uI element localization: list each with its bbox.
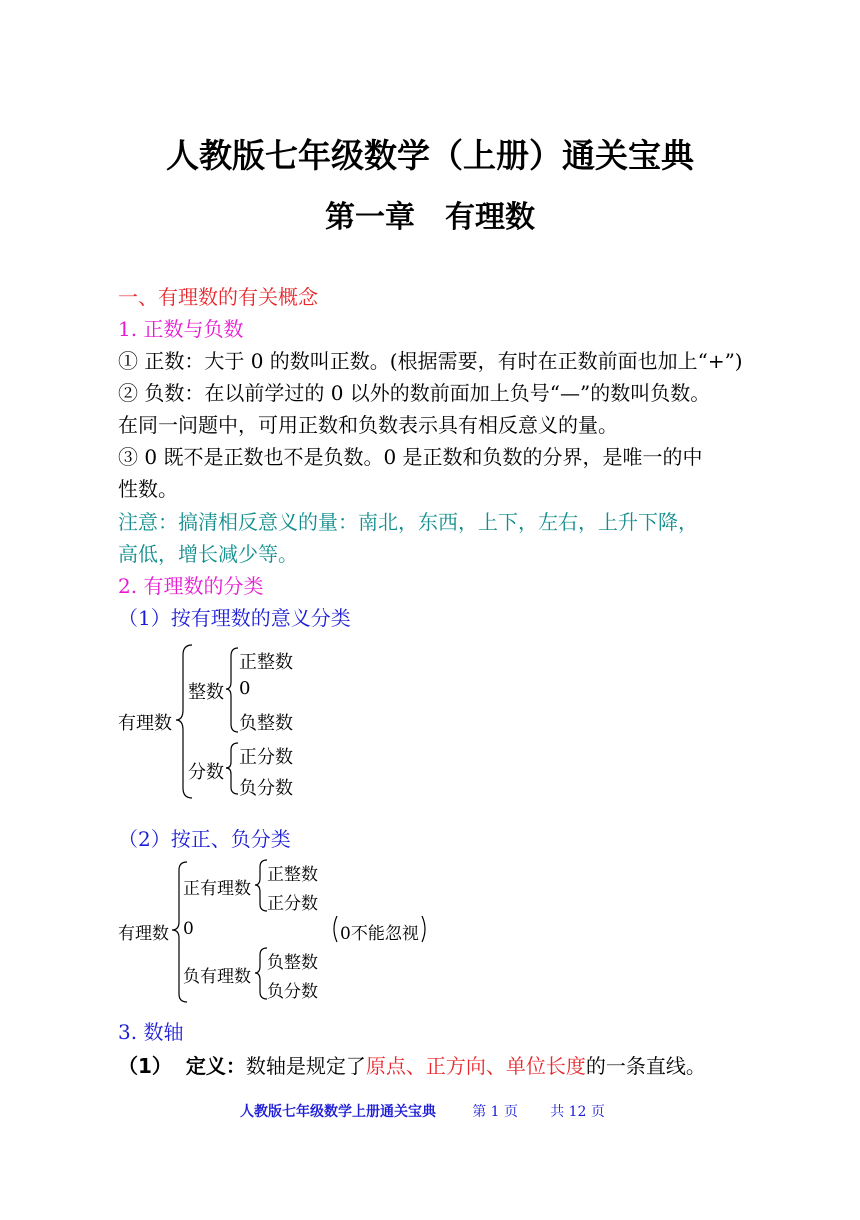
definition-text-end: 的一条直线。 xyxy=(585,1054,706,1078)
tree-fraction: 分数 xyxy=(188,762,224,783)
tree-positive-fraction: 正分数 xyxy=(267,894,318,914)
definition-number: （1） xyxy=(118,1054,172,1078)
subsection-heading: 3. 数轴 xyxy=(118,1020,184,1044)
footer-book-title: 人教版七年级数学上册通关宝典 xyxy=(240,1104,436,1120)
tree-zero-note: 0不能忽视 xyxy=(340,924,419,944)
tree-negative-fraction: 负分数 xyxy=(267,982,318,1002)
paragraph-zero-cont: 性数。 xyxy=(118,477,178,501)
tree-negative-integer: 负整数 xyxy=(239,713,293,734)
paragraph-negative: ② 负数：在以前学过的 0 以外的数前面加上负号“—”的数叫负数。 xyxy=(118,381,711,405)
footer-page-number: 第 1 页 xyxy=(472,1104,518,1120)
tree-negative-rational: 负有理数 xyxy=(183,967,251,987)
paragraph-positive: ① 正数：大于 0 的数叫正数。(根据需要，有时在正数前面也加上“+”) xyxy=(118,349,743,373)
classification-heading: （1）按有理数的意义分类 xyxy=(118,606,351,630)
definition-highlight: 原点、正方向、单位长度 xyxy=(365,1054,586,1078)
tree-positive-integer: 正整数 xyxy=(267,865,318,885)
paragraph-zero: ③ 0 既不是正数也不是负数。0 是正数和负数的分界，是唯一的中 xyxy=(118,445,703,469)
page-footer xyxy=(240,1101,605,1121)
note-text: 注意：搞清相反意义的量：南北，东西，上下，左右，上升下降， xyxy=(118,510,698,534)
tree-positive-fraction: 正分数 xyxy=(239,747,293,768)
paragraph-negative-cont: 在同一问题中，可用正数和负数表示具有相反意义的量。 xyxy=(118,413,618,437)
tree-negative-integer: 负整数 xyxy=(267,953,318,973)
classification-heading: （2）按正、负分类 xyxy=(118,827,291,851)
tree-root: 有理数 xyxy=(118,713,172,734)
subsection-heading: 1. 正数与负数 xyxy=(118,317,244,341)
tree-zero: 0 xyxy=(239,678,251,699)
definition-text: 数轴是规定了 xyxy=(245,1054,366,1078)
tree-negative-fraction: 负分数 xyxy=(239,778,293,799)
tree-integer: 整数 xyxy=(188,682,224,703)
definition-line xyxy=(118,1050,706,1079)
chapter-title: 第一章 有理数 xyxy=(325,200,535,235)
tree-zero: 0 xyxy=(183,919,194,939)
definition-label: 定义： xyxy=(185,1054,246,1078)
note-text-cont: 高低，增长减少等。 xyxy=(118,542,298,566)
document-title: 人教版七年级数学（上册）通关宝典 xyxy=(166,136,694,175)
footer-total-pages: 共 12 页 xyxy=(550,1104,605,1120)
tree-positive-rational: 正有理数 xyxy=(183,879,251,899)
tree-positive-integer: 正整数 xyxy=(239,652,293,673)
subsection-heading: 2. 有理数的分类 xyxy=(118,574,264,598)
section-heading: 一、有理数的有关概念 xyxy=(118,285,318,309)
tree-root: 有理数 xyxy=(118,924,169,944)
